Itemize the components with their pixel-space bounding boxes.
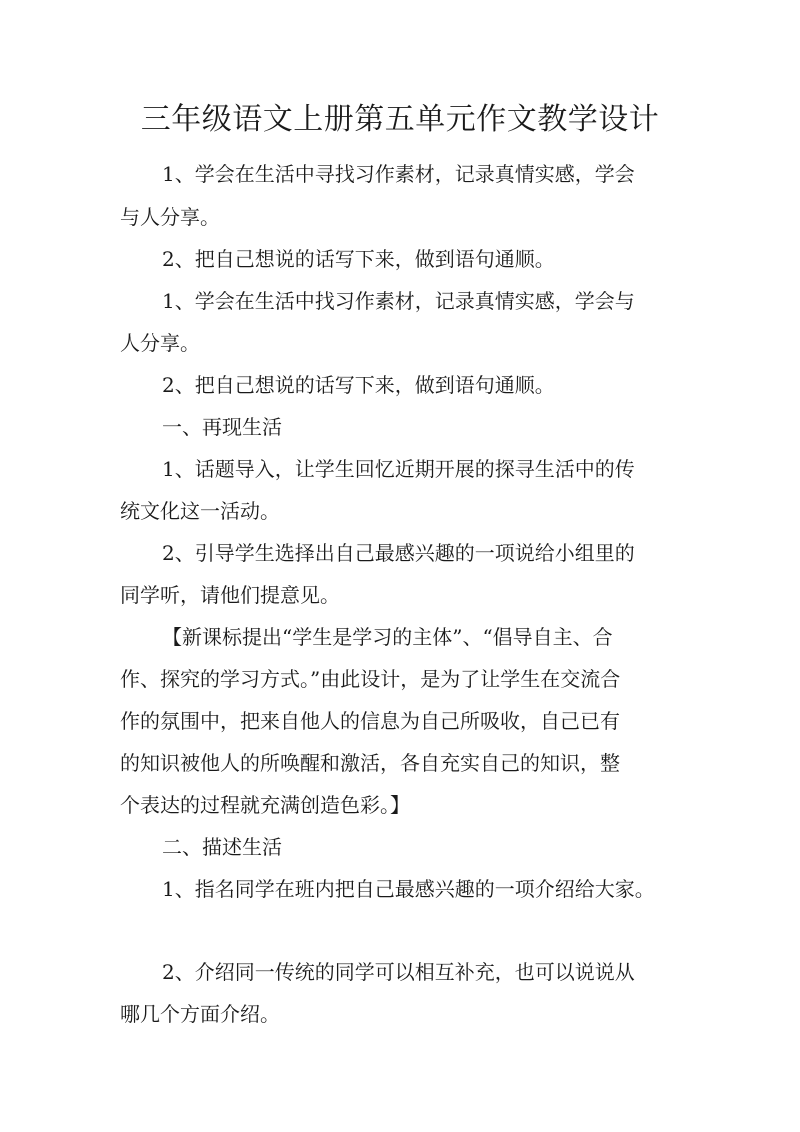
paragraph-line: 2、把自己想说的话写下来，做到语句通顺。	[162, 247, 555, 271]
section-heading: 二、描述生活	[162, 835, 282, 859]
paragraph-line: 作、探究的学习方式。”由此设计，是为了让学生在交流合	[120, 667, 621, 691]
paragraph-line: 【新课标提出“学生是学习的主体”、“倡导自主、合	[162, 625, 613, 649]
paragraph-line: 2、介绍同一传统的同学可以相互补充，也可以说说从	[162, 960, 635, 984]
paragraph-line: 的知识被他人的所唤醒和激活，各自充实自己的知识，整	[120, 751, 620, 775]
paragraph-line: 个表达的过程就充满创造色彩。】	[120, 793, 410, 817]
paragraph-line: 1、学会在生活中寻找习作素材，记录真情实感，学会	[162, 162, 635, 186]
paragraph-line: 2、把自己想说的话写下来，做到语句通顺。	[162, 373, 555, 397]
document-title: 三年级语文上册第五单元作文教学设计	[140, 102, 660, 137]
paragraph-line: 1、指名同学在班内把自己最感兴趣的一项介绍给大家。	[162, 877, 655, 901]
paragraph-line: 哪几个方面介绍。	[120, 1002, 280, 1026]
paragraph-line: 1、话题导入，让学生回忆近期开展的探寻生活中的传	[162, 457, 635, 481]
paragraph-line: 同学听，请他们提意见。	[120, 583, 340, 607]
paragraph-line: 统文化这一活动。	[120, 499, 280, 523]
paragraph-line: 2、引导学生选择出自己最感兴趣的一项说给小组里的	[162, 541, 635, 565]
section-heading: 一、再现生活	[162, 415, 282, 439]
paragraph-line: 人分享。	[120, 331, 200, 355]
paragraph-line: 作的氛围中，把来自他人的信息为自己所吸收，自己已有	[120, 709, 620, 733]
paragraph-line: 1、学会在生活中找习作素材，记录真情实感，学会与	[162, 289, 635, 313]
paragraph-line: 与人分享。	[120, 205, 220, 229]
